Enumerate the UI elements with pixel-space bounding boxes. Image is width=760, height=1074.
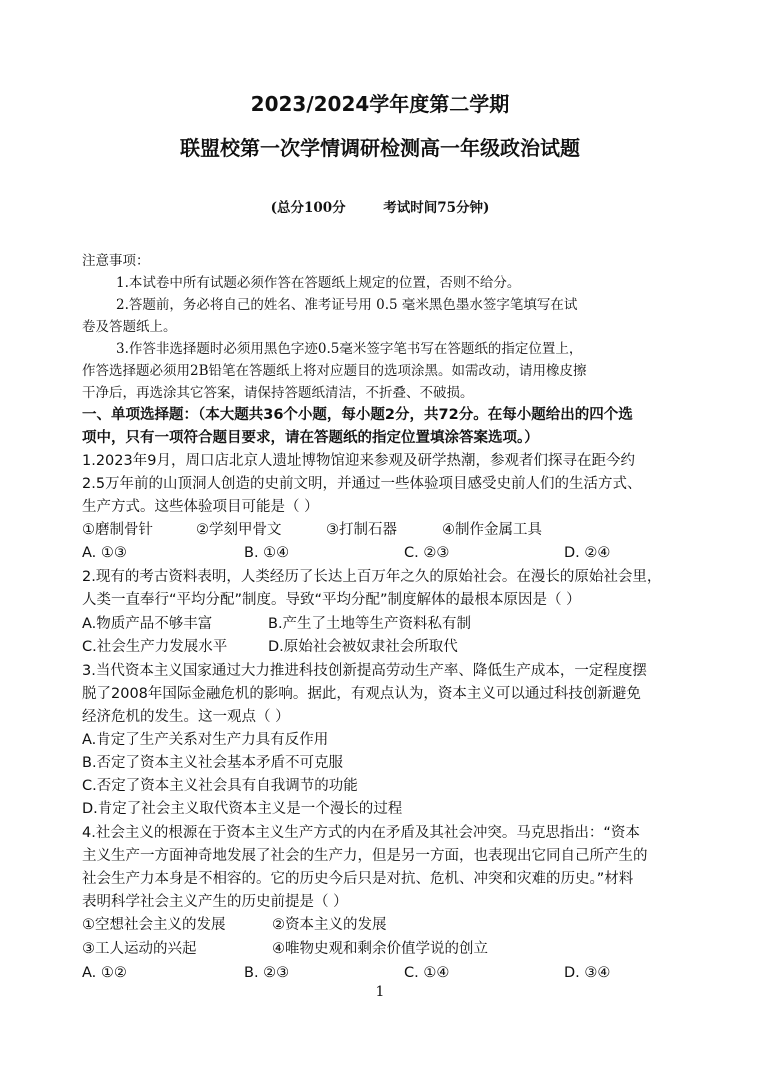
q2-choice-c: C.社会生产力发展水平	[82, 639, 228, 655]
q4-choice-a: A. ①②	[82, 965, 127, 981]
page-number: 1	[375, 984, 385, 1000]
exam-score-time: (总分100分 考试时间75分钟)	[270, 200, 490, 216]
q4-stem-line-4: 表明科学社会主义产生的历史前提是（ ）	[82, 894, 348, 910]
notes-line-6: 干净后，再选涂其它答案，请保持答题纸清洁，不折叠、不破损。	[82, 385, 474, 401]
q1-stem-line-3: 生产方式。这些体验项目可能是（ ）	[82, 499, 319, 515]
section-heading-line-2: 项中，只有一项符合题目要求，请在答题纸的指定位置填涂答案选项。）	[82, 430, 539, 446]
q1-item-3: ③打制石器	[326, 522, 397, 538]
q1-item-1: ①磨制骨针	[82, 522, 153, 538]
notes-line-1: 1.本试卷中所有试题必须作答在答题纸上规定的位置，否则不给分。	[116, 275, 521, 291]
q3-choice-c: C.否定了资本主义社会具有自我调节的功能	[82, 778, 358, 794]
q2-choice-b: B.产生了土地等生产资料私有制	[268, 616, 472, 632]
q3-stem-line-3: 经济危机的发生。这一观点（ ）	[82, 709, 290, 725]
q3-choice-d: D.肯定了社会主义取代资本主义是一个漫长的过程	[82, 801, 403, 817]
exam-title-main: 联盟校第一次学情调研检测高一年级政治试题	[180, 136, 580, 160]
q1-choice-a: A. ①③	[82, 545, 127, 561]
notes-line-3: 卷及答题纸上。	[82, 319, 177, 335]
q4-stem-line-3: 社会生产力本身是不相容的。它的历史今后只是对抗、危机、冲突和灾难的历史。”材料	[82, 871, 634, 887]
q1-choice-d: D. ②④	[564, 545, 611, 561]
notes-line-4: 3.作答非选择题时必须用黑色字迹0.5毫米签字笔书写在答题纸的指定位置上，	[116, 341, 583, 357]
q4-choice-b: B. ②③	[244, 965, 290, 981]
q2-stem-line-2: 人类一直奉行“平均分配”制度。导致“平均分配”制度解体的最根本原因是（ ）	[82, 592, 581, 608]
q4-choice-c: C. ①④	[404, 965, 450, 981]
q2-choice-d: D.原始社会被奴隶社会所取代	[268, 639, 458, 655]
exam-title-term: 2023/2024学年度第二学期	[250, 92, 510, 116]
q4-choice-d: D. ③④	[564, 965, 611, 981]
q1-item-2: ②学刻甲骨文	[196, 522, 282, 538]
notes-line-2: 2.答题前，务必将自己的姓名、准考证号用 0.5 毫米黑色墨水签字笔填写在试	[116, 297, 578, 313]
q4-item-2: ②资本主义的发展	[272, 917, 387, 933]
notes-line-5: 作答选择题必须用2B铅笔在答题纸上将对应题目的选项涂黑。如需改动，请用橡皮擦	[82, 363, 587, 379]
q1-choice-c: C. ②③	[404, 545, 450, 561]
q1-item-4: ④制作金属工具	[442, 522, 542, 538]
q1-choice-b: B. ①④	[244, 545, 290, 561]
q4-item-3: ③工人运动的兴起	[82, 941, 197, 957]
section-heading-line-1: 一、单项选择题：（本大题共36个小题，每小题2分，共72分。在每小题给出的四个选	[82, 407, 633, 423]
notes-heading: 注意事项：	[82, 253, 150, 269]
q3-choice-b: B.否定了资本主义社会基本矛盾不可克服	[82, 755, 344, 771]
q1-stem-line-2: 2.5万年前的山顶洞人创造的史前文明，并通过一些体验项目感受史前人们的生活方式、	[82, 476, 642, 492]
q3-choice-a: A.肯定了生产关系对生产力具有反作用	[82, 732, 329, 748]
q4-item-1: ①空想社会主义的发展	[82, 917, 226, 933]
q3-stem-line-2: 脱了2008年国际金融危机的影响。据此，有观点认为，资本主义可以通过科技创新避免	[82, 686, 641, 702]
q3-stem-line-1: 3.当代资本主义国家通过大力推进科技创新提高劳动生产率、降低生产成本，一定程度摆	[82, 663, 647, 679]
q4-stem-line-2: 主义生产一方面神奇地发展了社会的生产力，但是另一方面，也表现出它同自己所产生的	[82, 848, 648, 864]
q1-stem-line-1: 1.2023年9月，周口店北京人遗址博物馆迎来参观及研学热潮，参观者们探寻在距今约	[82, 453, 635, 469]
q2-stem-line-1: 2.现有的考古资料表明，人类经历了长达上百万年之久的原始社会。在漫长的原始社会里，	[82, 569, 662, 585]
q2-choice-a: A.物质产品不够丰富	[82, 616, 213, 632]
q4-item-4: ④唯物史观和剩余价值学说的创立	[272, 941, 488, 957]
q4-stem-line-1: 4.社会主义的根源在于资本主义生产方式的内在矛盾及其社会冲突。马克思指出：“资本	[82, 825, 640, 841]
